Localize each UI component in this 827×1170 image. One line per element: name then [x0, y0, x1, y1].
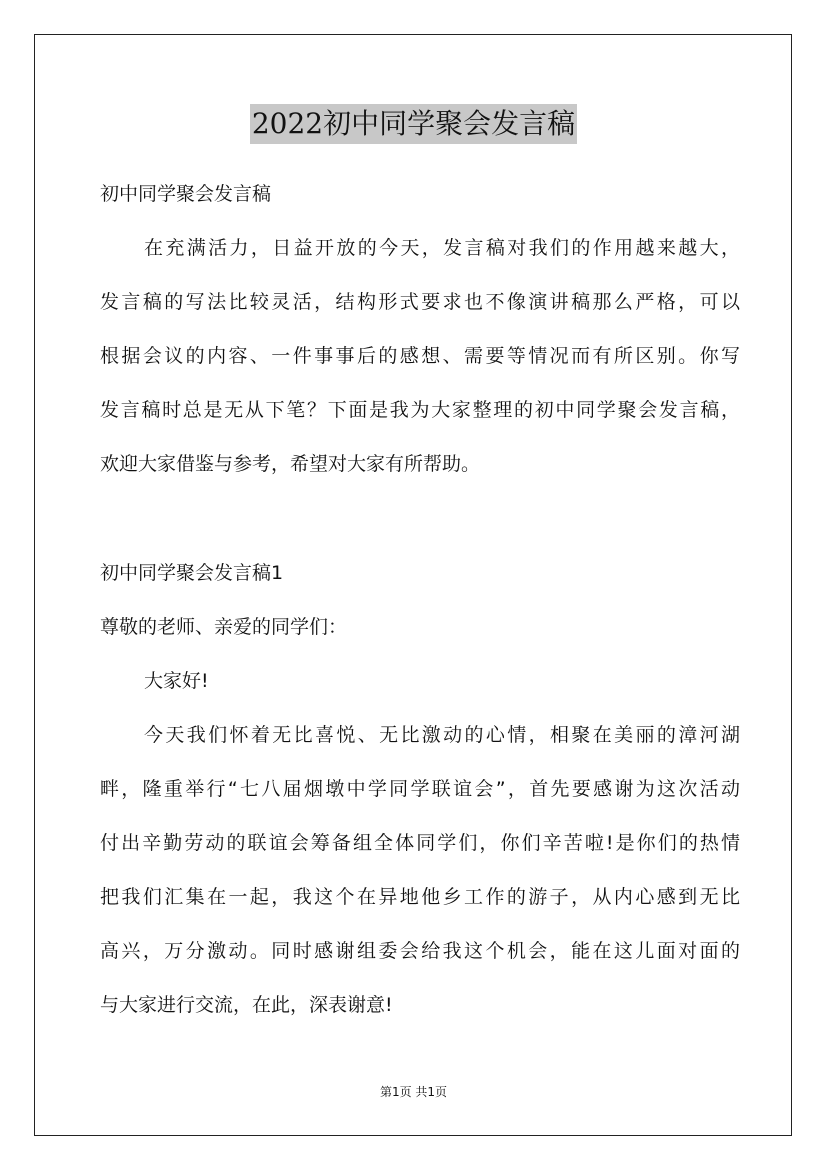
- page-footer: 第1页 共1页: [379, 1085, 448, 1099]
- document-title: 2022初中同学聚会发言稿: [250, 104, 577, 144]
- intro-line: 欢迎大家借鉴与参考，希望对大家有所帮助。: [100, 453, 481, 475]
- intro-line: 在充满活力，日益开放的今天，发言稿对我们的作用越来越大，: [144, 237, 740, 259]
- title-container: [0, 104, 827, 144]
- subtitle: 初中同学聚会发言稿: [100, 183, 272, 205]
- body-line: 今天我们怀着无比喜悦、无比激动的心情，相聚在美丽的漳河湖: [144, 724, 740, 746]
- intro-line: 发言稿的写法比较灵活，结构形式要求也不像演讲稿那么严格，可以: [100, 291, 740, 313]
- body-line: 畔，隆重举行“七八届烟墩中学同学联谊会”，首先要感谢为这次活动: [100, 778, 740, 800]
- section-heading: 初中同学聚会发言稿1: [100, 562, 284, 584]
- body-line: 付出辛勤劳动的联谊会筹备组全体同学们，你们辛苦啦!是你们的热情: [100, 832, 740, 854]
- greeting: 大家好!: [144, 670, 209, 692]
- body-line: 高兴，万分激动。同时感谢组委会给我这个机会，能在这儿面对面的: [100, 940, 740, 962]
- salutation: 尊敬的老师、亲爱的同学们：: [100, 616, 348, 638]
- intro-line: 发言稿时总是无从下笔？下面是我为大家整理的初中同学聚会发言稿，: [100, 399, 740, 421]
- body-line: 把我们汇集在一起，我这个在异地他乡工作的游子，从内心感到无比: [100, 886, 740, 908]
- body-line: 与大家进行交流，在此，深表谢意!: [100, 994, 393, 1016]
- intro-line: 根据会议的内容、一件事事后的感想、需要等情况而有所区别。你写: [100, 345, 740, 367]
